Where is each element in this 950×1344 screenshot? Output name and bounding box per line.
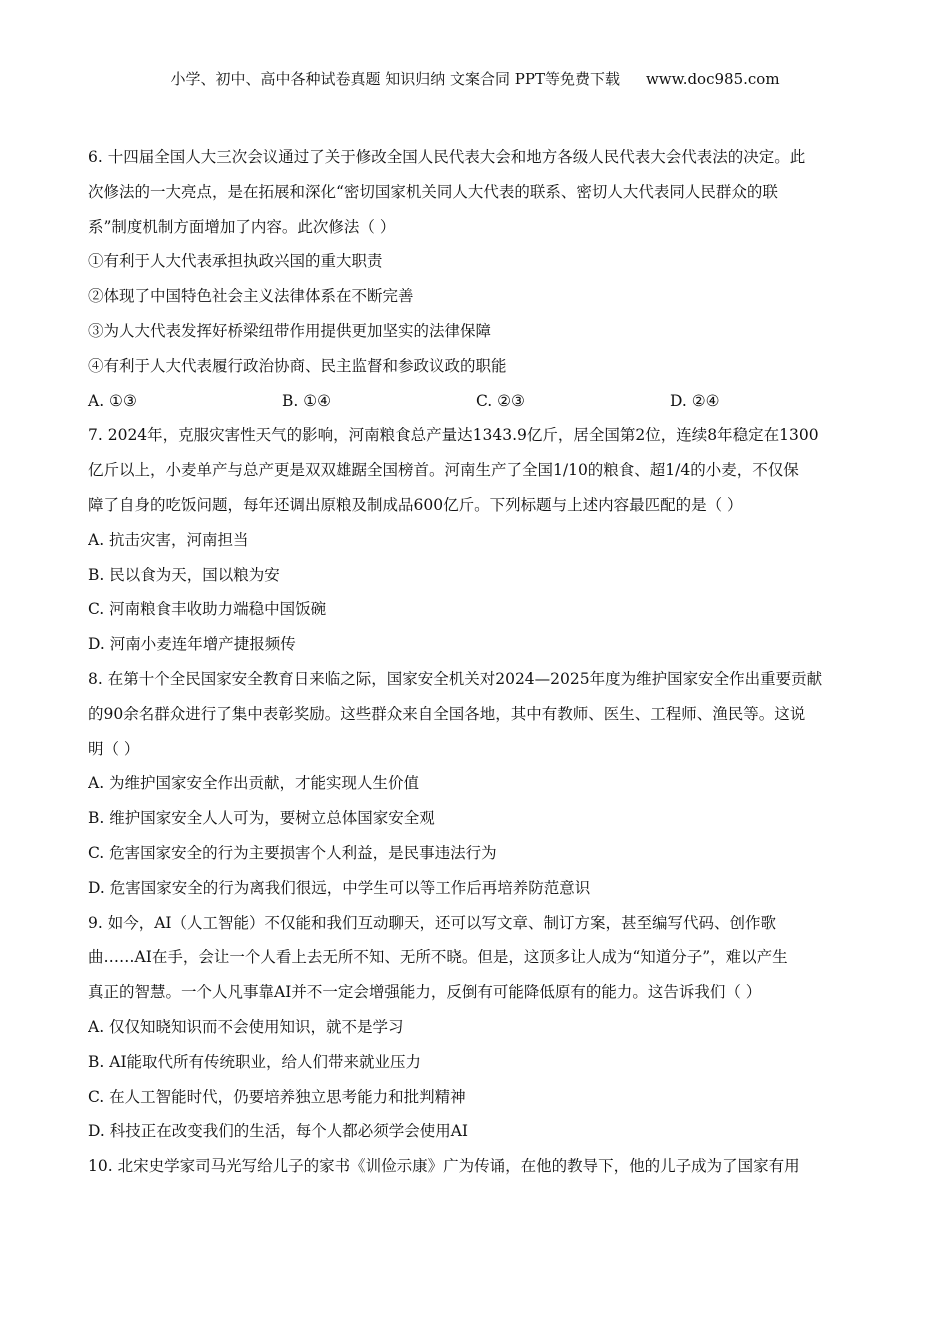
statement-1: ①有利于人大代表承担执政兴国的重大职责 [88,252,383,271]
options-row [88,384,868,419]
question-10 [88,1149,868,1184]
option-b: B. ①④ [282,391,332,410]
option-a: A. 为维护国家安全作出贡献，才能实现人生价值 [88,774,420,793]
question-stem-line: 曲……AI在手，会让一个人看上去无所不知、无所不晓。但是，这顶多让人成为“知道分子”，难以产生 [88,948,788,967]
option-b: B. 维护国家安全人人可为，要树立总体国家安全观 [88,809,435,828]
statement-3: ③为人大代表发挥好桥梁纽带作用提供更加坚实的法律保障 [88,321,492,340]
option-c: C. ②③ [476,391,525,410]
question-stem-line: 10. 北宋史学家司马光写给儿子的家书《训俭示康》广为传诵，在他的教导下，他的儿子成为了国家有用 [88,1157,800,1176]
question-8 [88,662,868,906]
question-7 [88,418,868,662]
header-site: www.doc985.com [645,70,780,88]
page-header [0,68,950,89]
option-d: D. ②④ [670,391,720,410]
option-d: D. 危害国家安全的行为离我们很远，中学生可以等工作后再培养防范意识 [88,878,591,897]
option-d: D. 河南小麦连年增产捷报频传 [88,635,296,654]
option-c: C. 河南粮食丰收助力端稳中国饭碗 [88,600,327,619]
question-stem-line: 6. 十四届全国人大三次会议通过了关于修改全国人民代表大会和地方各级人民代表大会代表法的决定。此 [88,148,806,166]
option-a: A. ①③ [88,391,137,410]
question-stem-line: 明（ ） [88,739,140,758]
question-stem-line: 的90余名群众进行了集中表彰奖励。这些群众来自全国各地，其中有教师、医生、工程师、渔民等。这说 [88,704,806,723]
option-b: B. AI能取代所有传统职业，给人们带来就业压力 [88,1052,422,1071]
option-b: B. 民以食为天，国以粮为安 [88,565,280,584]
question-stem-line: 障了自身的吃饭问题，每年还调出原粮及制成品600亿斤。下列标题与上述内容最匹配的是（ ） [88,495,743,514]
question-stem-line: 次修法的一大亮点，是在拓展和深化“密切国家机关同人大代表的联系、密切人大代表同人民群众的联 [88,182,778,201]
option-a: A. 仅仅知晓知识而不会使用知识，就不是学习 [88,1017,404,1036]
question-stem-line: 真正的智慧。一个人凡事靠AI并不一定会增强能力，反倒有可能降低原有的能力。这告诉我们（ ） [88,983,762,1002]
question-content [88,140,868,1184]
question-stem-line: 亿斤以上，小麦单产与总产更是双双雄踞全国榜首。河南生产了全国1/10的粮食、超1/4的小麦，不仅保 [88,461,799,480]
option-d: D. 科技正在改变我们的生活，每个人都必须学会使用AI [88,1122,469,1141]
question-6 [88,140,868,418]
header-text: 小学、初中、高中各种试卷真题 知识归纳 文案合同 PPT等免费下载 [170,70,620,88]
option-a: A. 抗击灾害，河南担当 [88,530,249,549]
question-stem-line: 8. 在第十个全民国家安全教育日来临之际，国家安全机关对2024—2025年度为维护国家安全作出重要贡献 [88,669,823,688]
question-stem-line: 7. 2024年，克服灾害性天气的影响，河南粮食总产量达1343.9亿斤，居全国第2位，连续8年稳定在1300 [88,426,819,445]
option-c: C. 危害国家安全的行为主要损害个人利益，是民事违法行为 [88,843,497,862]
question-stem-line: 系”制度机制方面增加了内容。此次修法（ ） [88,217,396,236]
option-c: C. 在人工智能时代，仍要培养独立思考能力和批判精神 [88,1087,466,1106]
question-stem-line: 9. 如今，AI（人工智能）不仅能和我们互动聊天，还可以写文章、制订方案，甚至编写代码、创作歌 [88,913,777,932]
statement-4: ④有利于人大代表履行政治协商、民主监督和参政议政的职能 [88,356,507,375]
statement-2: ②体现了中国特色社会主义法律体系在不断完善 [88,287,414,306]
question-9 [88,906,868,1150]
